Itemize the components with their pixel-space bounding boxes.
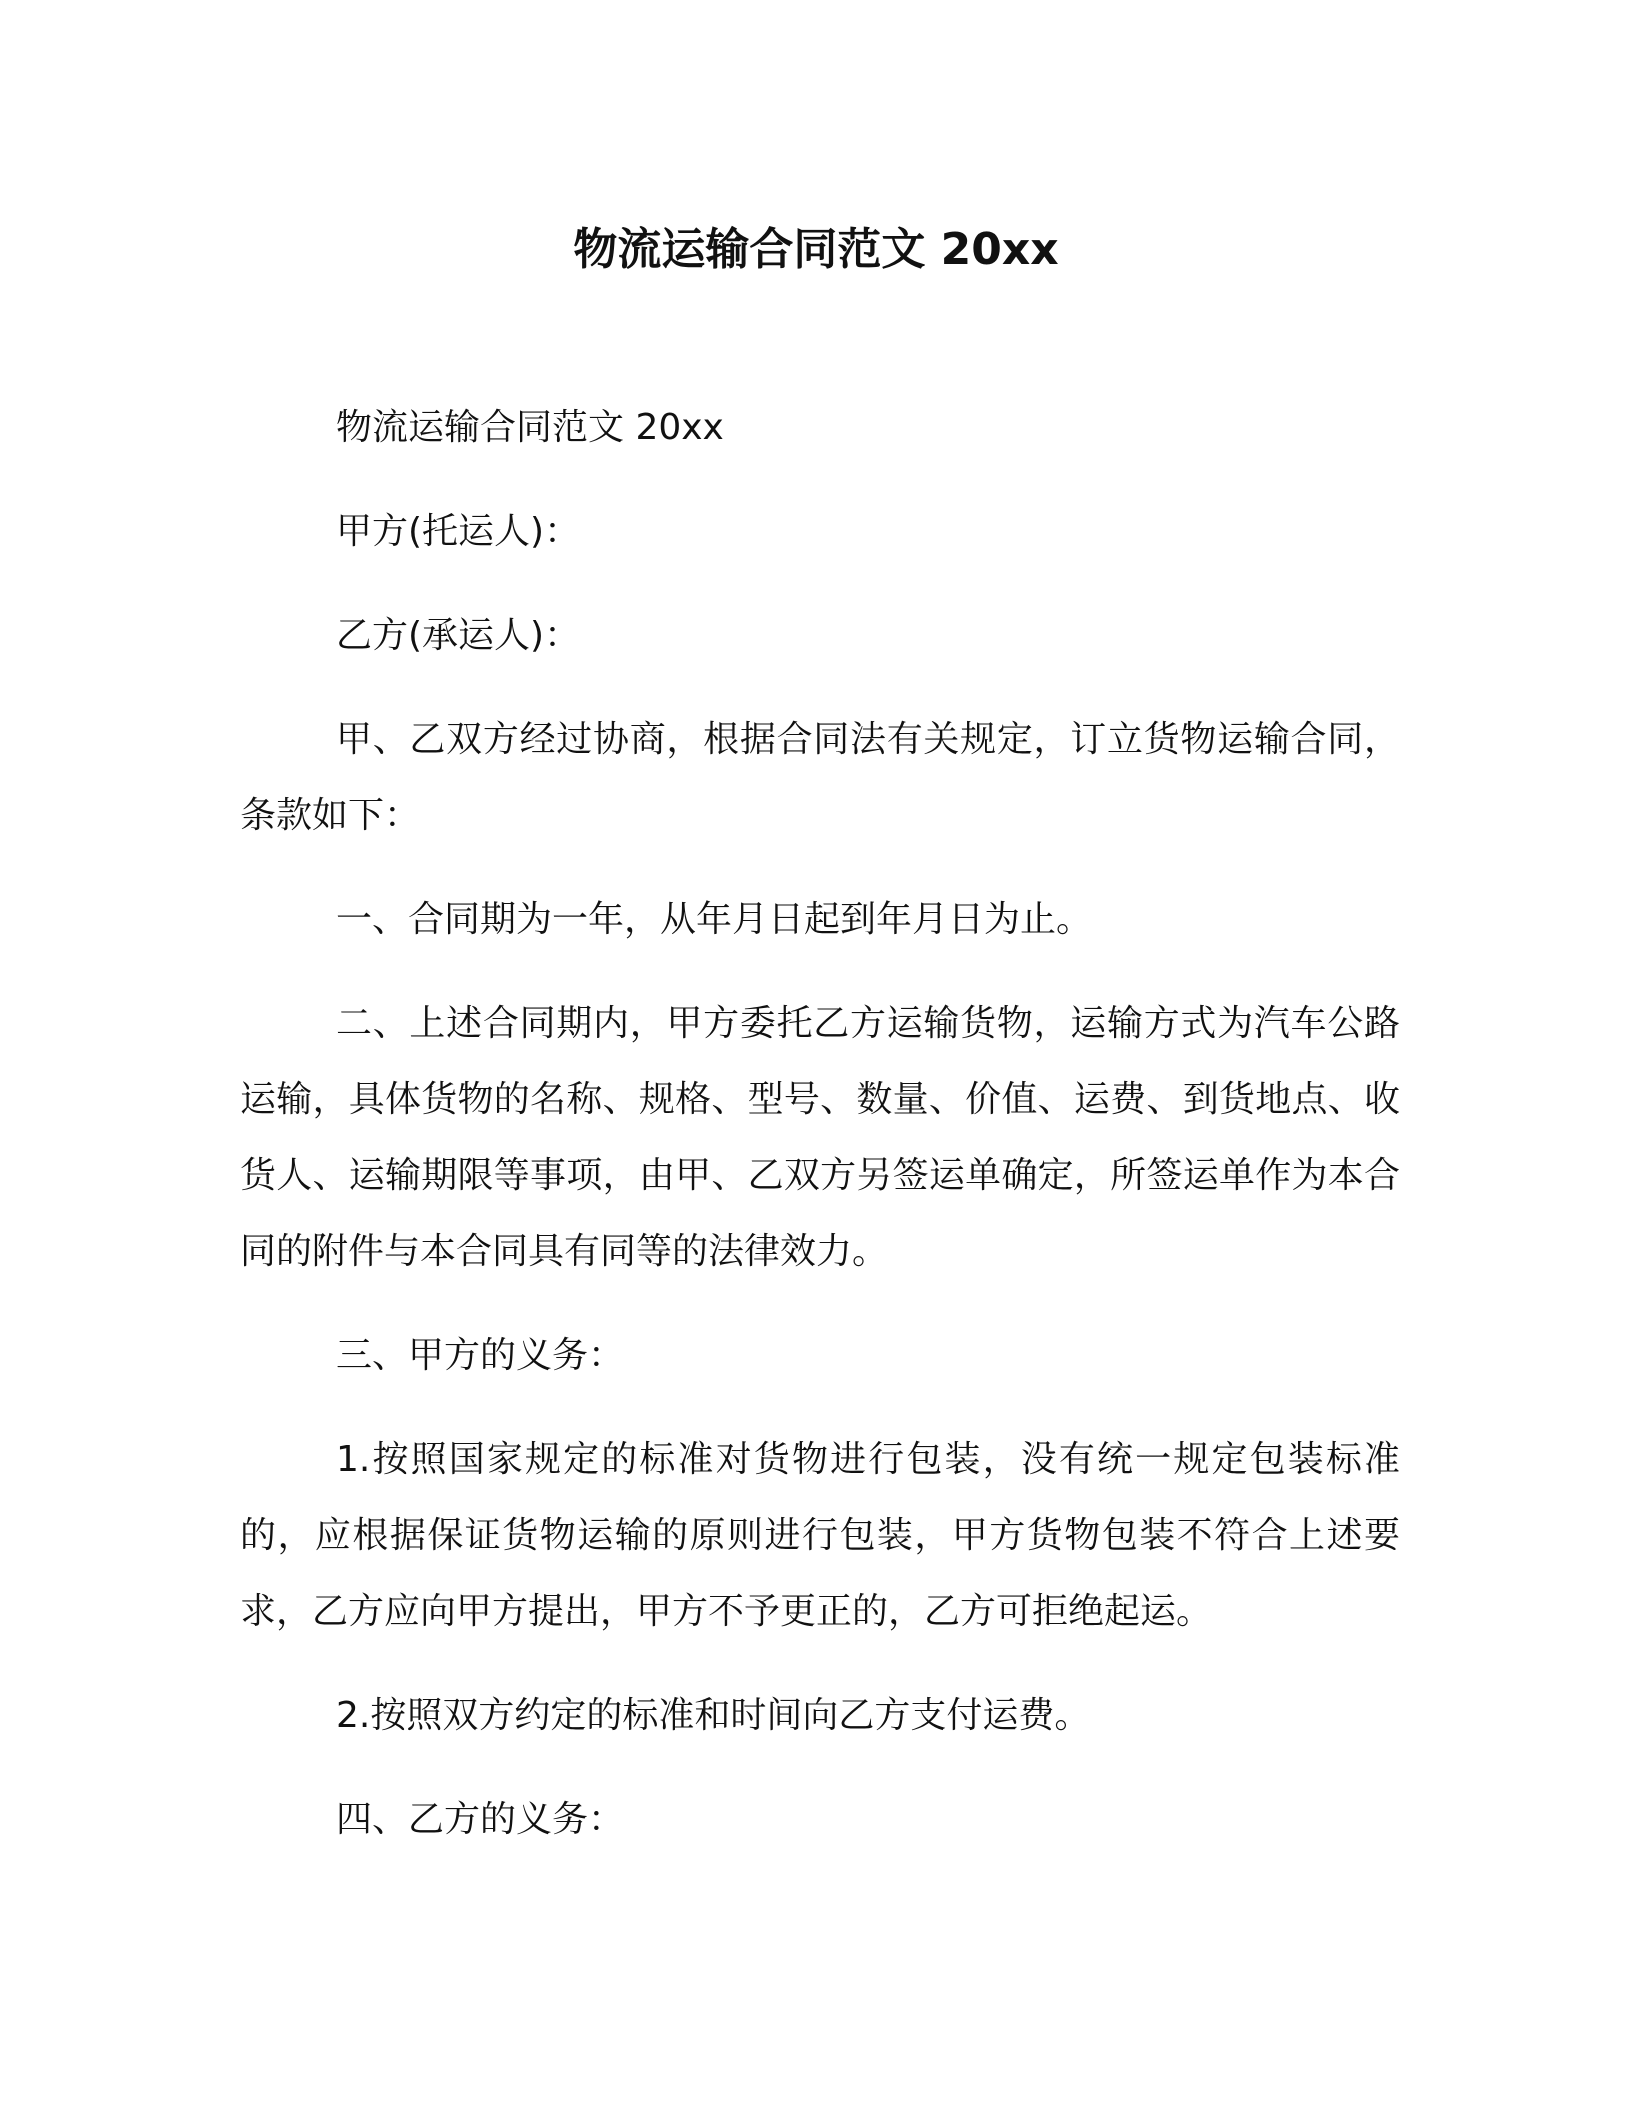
paragraph-clause-2: 二、上述合同期内，甲方委托乙方运输货物，运输方式为汽车公路运输，具体货物的名称、规格、型号、数量、价值、运费、到货地点、收货人、运输期限等事项，由甲、乙双方另签运单确定，所签运单作为本合同的附件与本合同具有同等的法律效力。 — [240, 1003, 1400, 1272]
paragraph-subtitle: 物流运输合同范文 20xx — [336, 407, 724, 448]
paragraph-clause-1: 一、合同期为一年，从年月日起到年月日为止。 — [336, 899, 1093, 940]
paragraph-clause-3-item-1: 1.按照国家规定的标准对货物进行包装，没有统一规定包装标准的，应根据保证货物运输的原则进行包装，甲方货物包装不符合上述要求，乙方应向甲方提出，甲方不予更正的，乙方可拒绝起运。 — [240, 1439, 1400, 1632]
paragraph-clause-3-heading: 三、甲方的义务： — [336, 1335, 625, 1376]
paragraph-party-a: 甲方(托运人)： — [336, 511, 581, 552]
document-body — [240, 390, 1400, 1886]
paragraph-clause-3-item-2: 2.按照双方约定的标准和时间向乙方支付运费。 — [336, 1695, 1091, 1736]
document-title: 物流运输合同范文 20xx — [573, 224, 1059, 275]
paragraph-preamble: 甲、乙双方经过协商，根据合同法有关规定，订立货物运输合同，条款如下： — [240, 719, 1400, 836]
paragraph-clause-4-heading: 四、乙方的义务： — [336, 1799, 625, 1840]
paragraph-party-b: 乙方(承运人)： — [336, 615, 581, 656]
